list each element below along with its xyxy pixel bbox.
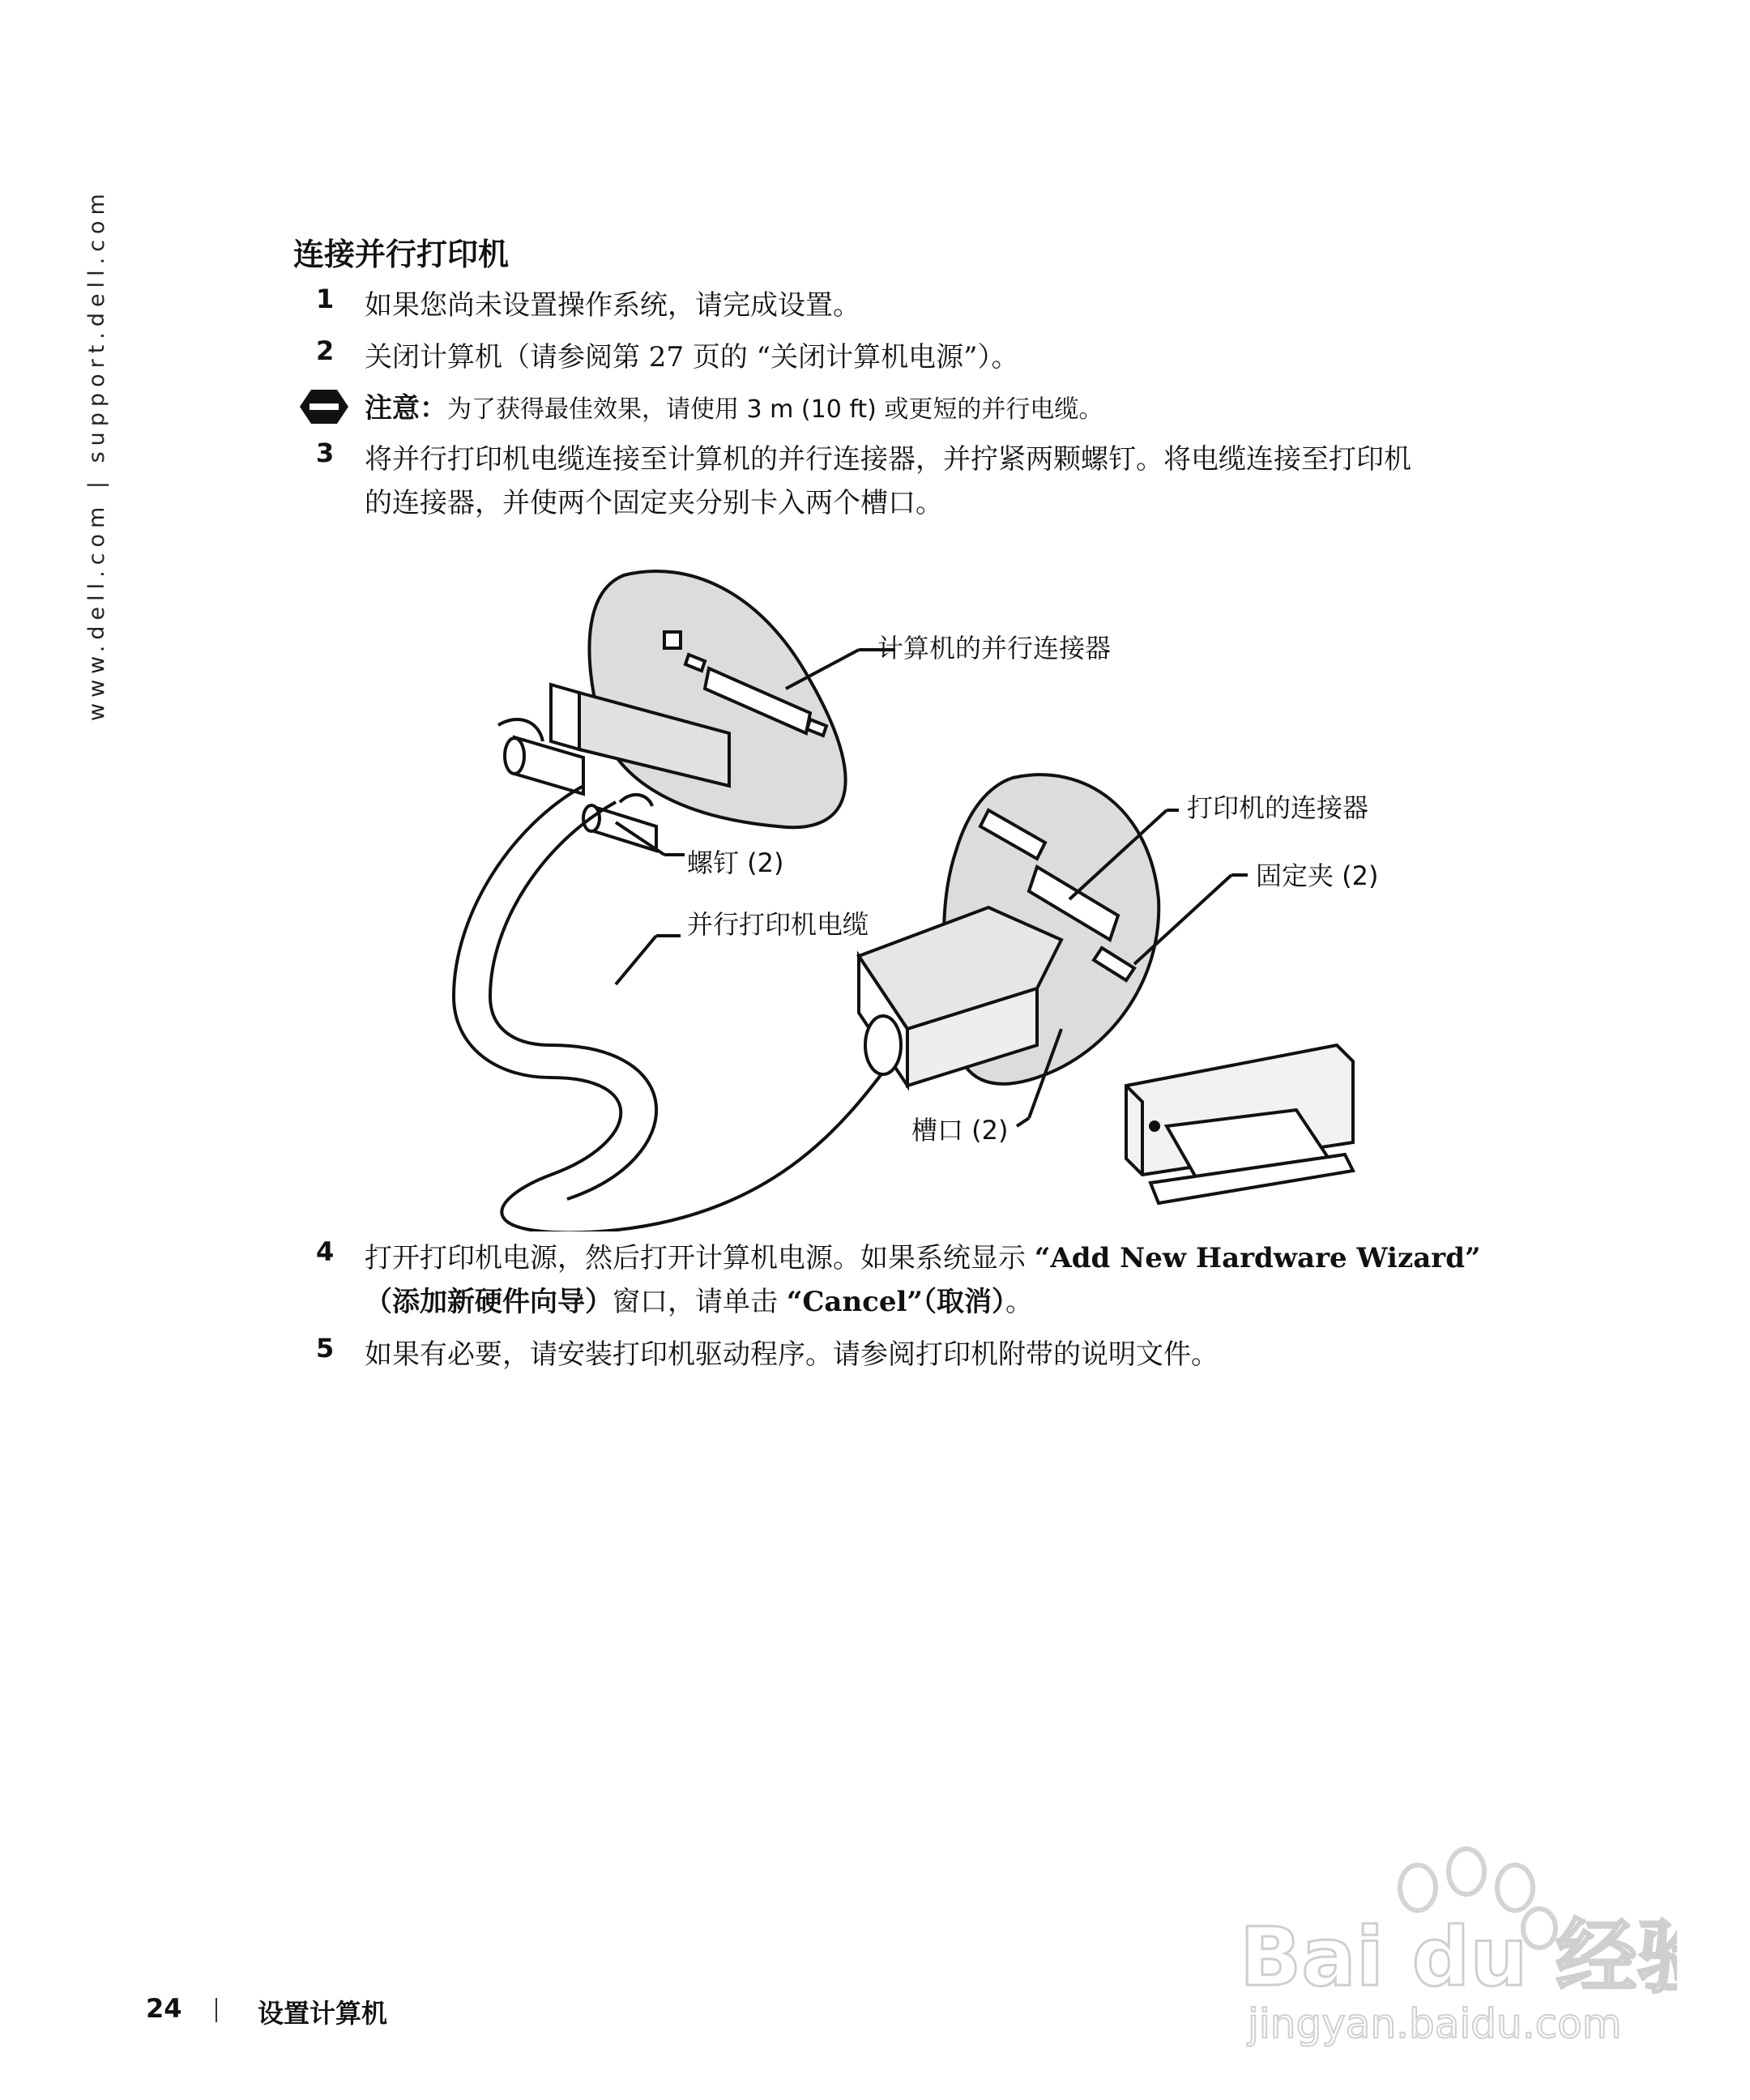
step-number: 3	[316, 438, 335, 468]
watermark-brand: Bai du 经验	[1240, 1910, 1677, 2004]
step-text	[365, 1236, 1580, 1324]
notice-label: 注意：	[365, 392, 447, 425]
callout-cable: 并行打印机电缆	[687, 909, 869, 940]
section-heading: 连接并行打印机	[293, 237, 510, 272]
step-number: 4	[316, 1236, 335, 1267]
page-number: 24	[146, 1993, 182, 2024]
step-text: 如果有必要，请安装打印机驱动程序。请参阅打印机附带的说明文件。	[365, 1338, 1219, 1371]
step-text-line	[365, 1236, 1580, 1280]
step-text: 关闭计算机（请参阅第 27 页的 “关闭计算机电源”）。	[365, 341, 1019, 373]
step-text-line: 将并行打印机电缆连接至计算机的并行连接器，并拧紧两颗螺钉。将电缆连接至打印机	[365, 443, 1411, 476]
side-url: www.dell.com | support.dell.com	[84, 188, 109, 721]
baidu-watermark	[1240, 1839, 1677, 2053]
footer-section-title: 设置计算机	[258, 1998, 388, 2029]
step-text	[365, 438, 1580, 525]
step-text: 如果您尚未设置操作系统，请完成设置。	[365, 289, 860, 322]
callout-screws: 螺钉 (2)	[687, 847, 784, 878]
callout-printer-connector: 打印机的连接器	[1187, 792, 1369, 823]
step-text-line	[365, 1280, 1580, 1324]
step-text-segment: 窗口，请单击	[612, 1286, 787, 1318]
notice-text-block	[365, 386, 1103, 432]
step-text-segment: 打开打印机电源，然后打开计算机电源。如果系统显示	[365, 1242, 1035, 1274]
callout-computer-connector: 计算机的并行连接器	[877, 633, 1112, 664]
step-text-bold: “Cancel”（取消）	[786, 1286, 1005, 1318]
footer-divider	[216, 1998, 217, 2022]
watermark-url: jingyan.baidu.com	[1248, 2000, 1622, 2047]
step-number: 2	[316, 335, 335, 366]
callout-clips: 固定夹 (2)	[1256, 860, 1379, 891]
callout-slots: 槽口 (2)	[911, 1115, 1009, 1146]
step-number: 5	[316, 1333, 335, 1364]
step-text-segment: 。	[1005, 1286, 1033, 1318]
baidu-paw-icon	[1240, 1839, 1677, 2050]
step-text-line: 的连接器，并使两个固定夹分别卡入两个槽口。	[365, 487, 943, 519]
step-text-bold: （添加新硬件向导）	[365, 1286, 612, 1318]
printer-connection-figure	[421, 559, 1377, 1235]
step-text-bold: “Add New Hardware Wizard”	[1034, 1242, 1481, 1274]
notice-text: 为了获得最佳效果，请使用 3 m (10 ft) 或更短的并行电缆。	[447, 395, 1103, 424]
notice-icon	[298, 388, 350, 425]
step-number: 1	[316, 284, 335, 314]
